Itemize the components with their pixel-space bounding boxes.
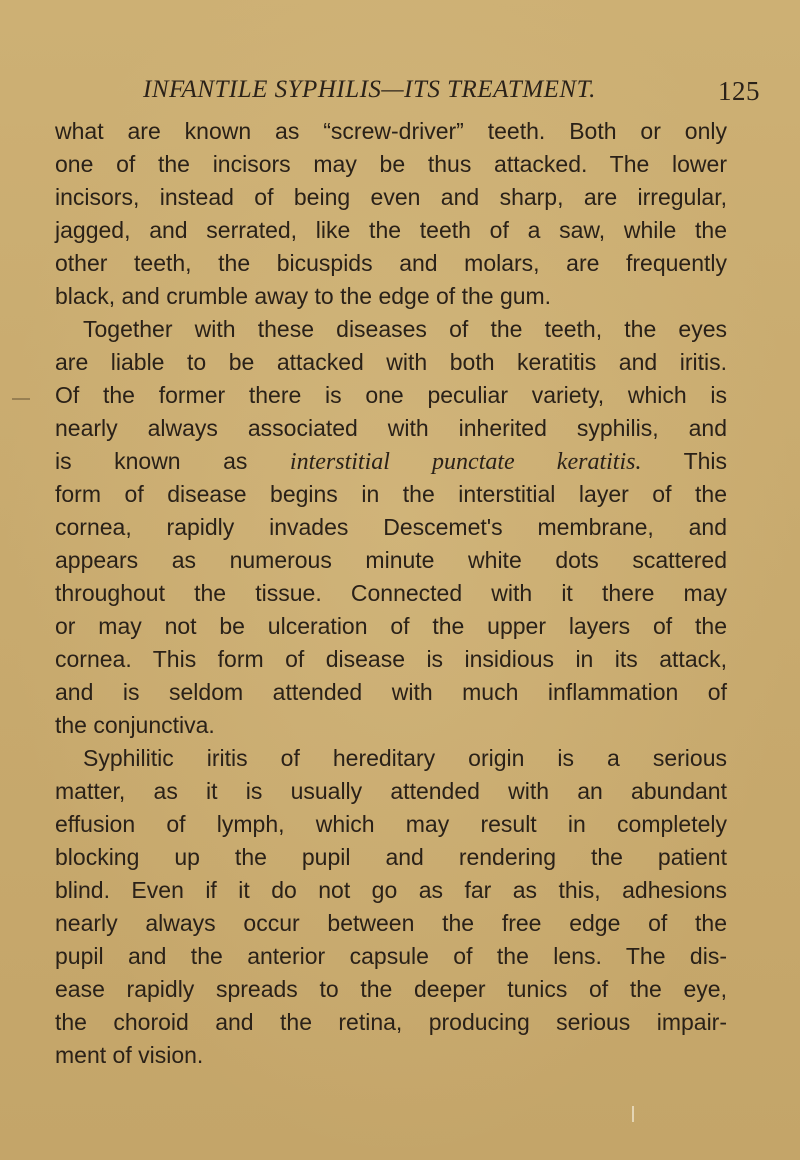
- text-line: jagged, and serrated, like the teeth of a saw, while the: [55, 217, 727, 243]
- text-line: the choroid and the retina, producing serious impair-: [55, 1009, 727, 1035]
- text-line: black, and crumble away to the edge of the gum.: [55, 283, 552, 309]
- text-line: and is seldom attended with much inflammation of: [55, 679, 727, 705]
- paper-speck: [632, 1106, 634, 1122]
- text-line: incisors, instead of being even and sharp, are irregular,: [55, 184, 727, 210]
- text-line: ease rapidly spreads to the deeper tunics of the eye,: [55, 976, 727, 1002]
- paragraph-start-line: Syphilitic iritis of hereditary origin is a serious: [83, 745, 727, 771]
- text-line: throughout the tissue. Connected with it there may: [55, 580, 727, 606]
- text-line: effusion of lymph, which may result in completely: [55, 811, 727, 837]
- text-segment: This: [683, 448, 728, 474]
- margin-mark: [12, 398, 30, 400]
- text-line: Of the former there is one peculiar variety, which is: [55, 382, 727, 408]
- running-head: [143, 76, 760, 106]
- italic-term: interstitial punctate keratitis.: [289, 449, 642, 475]
- text-line: nearly always associated with inherited syphilis, and: [55, 415, 727, 441]
- text-line: blind. Even if it do not go as far as this, adhesions: [55, 877, 727, 903]
- text-line: one of the incisors may be thus attacked. The lower: [55, 151, 727, 177]
- text-line: cornea. This form of disease is insidious in its attack,: [55, 646, 727, 672]
- text-line: or may not be ulceration of the upper layers of the: [55, 613, 727, 639]
- text-line: cornea, rapidly invades Descemet's membrane, and: [55, 514, 727, 540]
- text-segment: is known as: [55, 448, 248, 474]
- text-line: are liable to be attacked with both keratitis and iritis.: [55, 349, 727, 375]
- running-head-title: INFANTILE SYPHILIS—ITS TREATMENT.: [143, 76, 596, 103]
- text-line: blocking up the pupil and rendering the patient: [55, 844, 727, 870]
- text-line: form of disease begins in the interstitial layer of the: [55, 481, 727, 507]
- paragraph-start-line: Together with these diseases of the teeth, the eyes: [83, 316, 727, 342]
- text-line: other teeth, the bicuspids and molars, are frequently: [55, 250, 727, 276]
- text-line: pupil and the anterior capsule of the lens. The dis-: [55, 943, 727, 969]
- text-line: nearly always occur between the free edge of the: [55, 910, 727, 936]
- text-line: matter, as it is usually attended with an abundant: [55, 778, 727, 804]
- text-line: the conjunctiva.: [55, 712, 215, 738]
- text-line-with-italic-term: [55, 445, 727, 478]
- text-line: ment of vision.: [55, 1042, 204, 1068]
- text-line: appears as numerous minute white dots scattered: [55, 547, 727, 573]
- page-number: 125: [718, 76, 760, 106]
- text-line: what are known as “screw-driver” teeth. Both or only: [55, 118, 727, 144]
